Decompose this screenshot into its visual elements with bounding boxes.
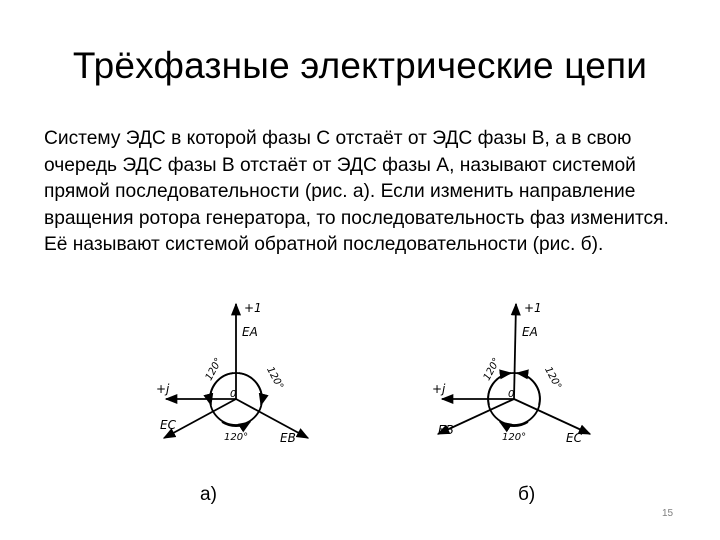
page-number: 15 bbox=[662, 508, 674, 519]
caption-a: а) bbox=[200, 484, 217, 505]
rotation-arrow-right bbox=[517, 373, 540, 405]
vector-ec-label: EC bbox=[160, 418, 176, 432]
axis-real-label: +1 bbox=[244, 301, 262, 315]
vector-eb-label: EB bbox=[280, 431, 296, 445]
slide-body-text: Систему ЭДС в которой фазы С отстаёт от ЭДС фазы В, а в свою очередь ЭДС фазы В отстаёт от ЭДС фазы А, называют системой прямой последовательности (рис. а). Если изменить направление вращения ротора генератора, то последовательность фаз изменится. Её называют системой обратной последовательности (рис. б). bbox=[44, 128, 669, 256]
slide-title: Трёхфазные электрические цепи bbox=[72, 45, 648, 86]
vector-ec-label: EC bbox=[566, 431, 582, 445]
vector-eb-label: EB bbox=[438, 423, 454, 437]
origin-label: 0 bbox=[230, 389, 237, 400]
axis-real-label: +1 bbox=[524, 301, 542, 315]
angle-label-right: 120° bbox=[264, 365, 286, 392]
vector-ea-label: EA bbox=[522, 325, 538, 339]
vector-ea-label: EA bbox=[242, 325, 258, 339]
angle-label-bottom: 120° bbox=[502, 432, 527, 443]
phasor-diagram-reverse bbox=[424, 296, 604, 471]
rotation-arrow-right bbox=[239, 373, 262, 405]
vector-ec bbox=[514, 399, 590, 434]
axis-imag-label: +j bbox=[432, 382, 446, 396]
caption-b: б) bbox=[518, 484, 536, 505]
axis-imag-label: +j bbox=[156, 382, 170, 396]
angle-label-bottom: 120° bbox=[224, 432, 249, 443]
angle-label-left: 120° bbox=[203, 356, 225, 383]
phasor-diagram-direct bbox=[146, 296, 326, 471]
angle-label-right: 120° bbox=[542, 365, 564, 392]
real-axis bbox=[514, 304, 516, 399]
origin-label: 0 bbox=[508, 389, 515, 400]
angle-label-left: 120° bbox=[481, 356, 503, 383]
